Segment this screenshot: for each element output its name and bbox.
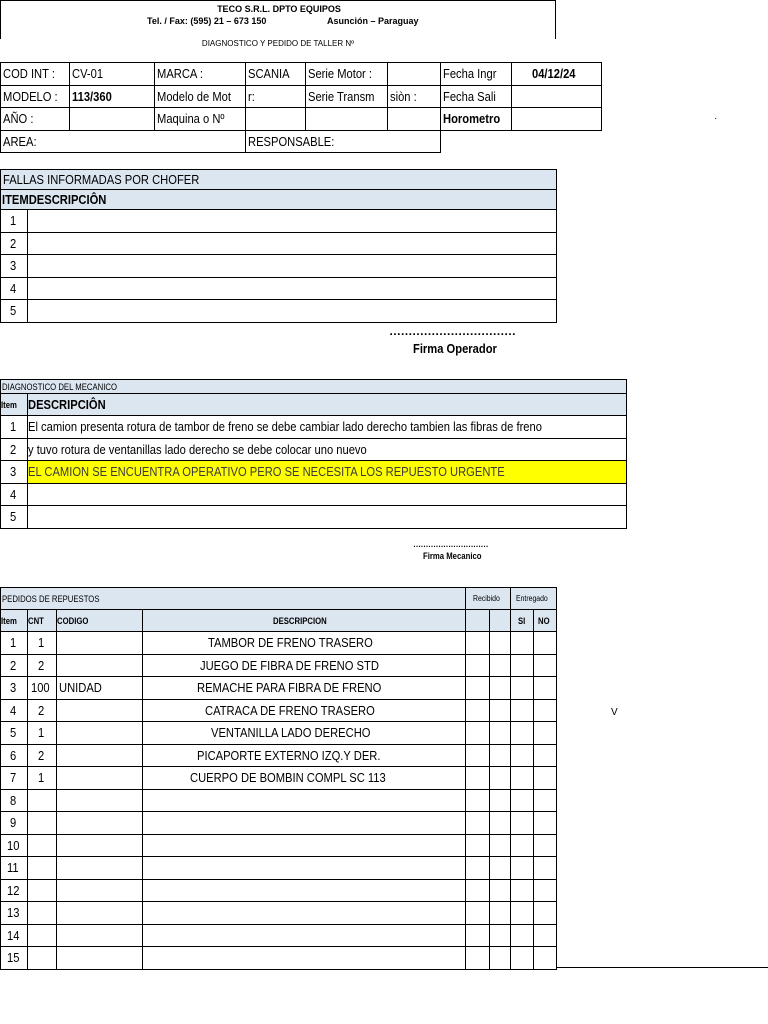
pedidos-desc [143,924,466,947]
pedidos-recibido-b [490,699,511,722]
diagnostico-item: 5 [1,506,28,529]
fecha-ingreso-value: 04/12/24 [512,63,602,86]
diagnostico-col-desc: DESCRIPCIÔN [28,394,627,416]
pedidos-recibido-a [466,924,490,947]
pedidos-col-no: NO [534,610,557,632]
fecha-ingreso-label: Fecha Ingr [440,63,511,86]
pedidos-recibido-a [466,789,490,812]
pedidos-recibido-a [466,699,490,722]
anio-label: AÑO : [1,108,70,131]
modelo-label: MODELO : [1,85,70,108]
fallas-desc [28,210,557,233]
pedidos-no [534,789,557,812]
pedidos-codigo [57,924,143,947]
diagnostico-table [0,379,627,529]
pedidos-codigo [57,857,143,880]
pedidos-codigo [57,699,143,722]
fallas-item: 5 [1,300,28,323]
company-name: TECO S.R.L. DPTO EQUIPOS [217,4,341,14]
pedidos-item: 3 [1,677,28,700]
info-row-1 [1,63,602,86]
pedidos-cnt: 2 [28,699,57,722]
fallas-item: 4 [1,277,28,300]
pedidos-row [1,654,557,677]
pedidos-no [534,767,557,790]
pedidos-recibido-a [466,654,490,677]
pedidos-col-recibido-b [490,610,511,632]
pedidos-desc [143,812,466,835]
pedidos-codigo: UNIDAD [57,677,143,700]
firma-operador-label: Firma Operador [413,341,497,356]
pedidos-recibido-b [490,834,511,857]
pedidos-item: 13 [1,902,28,925]
info-row-2 [1,85,602,108]
pedidos-si [511,632,534,655]
pedidos-row [1,857,557,880]
fallas-row [1,277,557,300]
diagnostico-row [1,416,627,439]
pedidos-desc: CUERPO DE BOMBIN COMPL SC 113 [143,767,466,790]
pedidos-recibido-b [490,947,511,970]
pedidos-si [511,744,534,767]
diagnostico-desc: EL CAMION SE ENCUENTRA OPERATIVO PERO SE NECESITA LOS REPUESTO URGENTE [28,461,627,484]
pedidos-cnt [28,857,57,880]
horometro-label: Horometro [440,108,511,131]
diagnostico-header-row [1,394,627,416]
fallas-title: FALLAS INFORMADAS POR CHOFER [1,170,557,190]
pedidos-recibido-b [490,677,511,700]
maquina-value [245,108,305,131]
pedidos-si [511,857,534,880]
pedidos-cnt: 100 [28,677,57,700]
anio-value [69,108,154,131]
fallas-item: 2 [1,232,28,255]
pedidos-desc: TAMBOR DE FRENO TRASERO [143,632,466,655]
pedidos-cnt: 1 [28,632,57,655]
diagnostico-item: 4 [1,483,28,506]
pedidos-row [1,789,557,812]
pedidos-item: 8 [1,789,28,812]
serie-transmision-label: Serie Transm [305,85,387,108]
vehicle-info-table [0,62,602,153]
pedidos-item: 10 [1,834,28,857]
pedidos-recibido-b [490,632,511,655]
pedidos-recibido-b [490,857,511,880]
pedidos-no [534,947,557,970]
pedidos-no [534,744,557,767]
stray-mark-v: V [611,707,618,718]
pedidos-recibido-a [466,677,490,700]
pedidos-row [1,834,557,857]
pedidos-no [534,677,557,700]
recibido-header: Recibido [466,588,511,610]
pedidos-si [511,902,534,925]
cod-int-label: COD INT : [1,63,70,86]
pedidos-cnt: 1 [28,722,57,745]
fecha-salida-label: Fecha Sali [440,85,511,108]
pedidos-codigo [57,654,143,677]
fallas-table [0,169,557,323]
pedidos-cnt: 2 [28,744,57,767]
diagnostico-row [1,461,627,484]
pedidos-row [1,744,557,767]
pedidos-recibido-a [466,722,490,745]
pedidos-row [1,632,557,655]
pedidos-item: 14 [1,924,28,947]
pedidos-cnt [28,902,57,925]
pedidos-no [534,632,557,655]
pedidos-no [534,834,557,857]
diagnostico-desc: El camion presenta rotura de tambor de freno se debe cambiar lado derecho tambien las fibras de freno [28,416,627,439]
pedidos-desc [143,879,466,902]
marca-value: SCANIA [245,63,305,86]
firma-operador-line: …………………………… [389,324,516,338]
pedidos-row [1,924,557,947]
pedidos-recibido-a [466,632,490,655]
serie-motor-label: Serie Motor : [305,63,387,86]
pedidos-recibido-b [490,812,511,835]
fallas-header: ITEMDESCRIPCIÔN [1,190,557,210]
diagnostico-col-item: Item [1,394,28,416]
pedidos-cnt [28,812,57,835]
pedidos-desc: JUEGO DE FIBRA DE FRENO STD [143,654,466,677]
pedidos-title: PEDIDOS DE REPUESTOS [1,588,466,610]
fallas-desc [28,277,557,300]
pedidos-cnt [28,834,57,857]
marca-label: MARCA : [154,63,245,86]
pedidos-desc [143,947,466,970]
pedidos-no [534,654,557,677]
diagnostico-desc [28,483,627,506]
pedidos-col-desc: DESCRIPCION [143,610,466,632]
pedidos-codigo [57,902,143,925]
fallas-item: 1 [1,210,28,233]
pedidos-desc: REMACHE PARA FIBRA DE FRENO [143,677,466,700]
fallas-row [1,300,557,323]
pedidos-row [1,677,557,700]
pedidos-desc: VENTANILLA LADO DERECHO [143,722,466,745]
pedidos-recibido-a [466,744,490,767]
horometro-value [512,108,602,131]
pedidos-row [1,722,557,745]
pedidos-recibido-b [490,902,511,925]
pedidos-si [511,834,534,857]
bottom-rule [556,967,768,968]
pedidos-item: 1 [1,632,28,655]
diagnostico-desc [28,506,627,529]
pedidos-recibido-a [466,767,490,790]
pedidos-col-recibido-a [466,610,490,632]
pedidos-si [511,924,534,947]
fallas-desc [28,255,557,278]
maquina-extra [305,108,387,131]
diagnostico-row [1,506,627,529]
pedidos-row [1,699,557,722]
pedidos-cnt [28,947,57,970]
pedidos-no [534,857,557,880]
pedidos-recibido-a [466,902,490,925]
diagnostico-row [1,438,627,461]
document-header [0,0,556,44]
pedidos-codigo [57,812,143,835]
pedidos-item: 15 [1,947,28,970]
pedidos-si [511,879,534,902]
fallas-desc [28,300,557,323]
maquina-label: Maquina o Nº [154,108,245,131]
pedidos-desc: CATRACA DE FRENO TRASERO [143,699,466,722]
pedidos-table [0,587,557,970]
pedidos-recibido-b [490,879,511,902]
pedidos-item: 6 [1,744,28,767]
cod-int-value: CV-01 [69,63,154,86]
fallas-row [1,255,557,278]
company-city: Asunción – Paraguay [327,16,419,26]
pedidos-cnt: 1 [28,767,57,790]
pedidos-recibido-a [466,947,490,970]
info-row-3 [1,108,602,131]
pedidos-row [1,879,557,902]
pedidos-si [511,767,534,790]
info-row-4 [1,130,602,153]
fallas-row [1,232,557,255]
pedidos-cnt [28,879,57,902]
entregado-header: Entregado [511,588,557,610]
pedidos-codigo [57,722,143,745]
diagnostico-item: 2 [1,438,28,461]
pedidos-recibido-a [466,857,490,880]
pedidos-no [534,812,557,835]
pedidos-codigo [57,632,143,655]
pedidos-recibido-a [466,812,490,835]
pedidos-desc: PICAPORTE EXTERNO IZQ.Y DER. [143,744,466,767]
pedidos-si [511,722,534,745]
pedidos-si [511,699,534,722]
pedidos-item: 9 [1,812,28,835]
company-phone: Tel. / Fax: (595) 21 – 673 150 [147,16,267,26]
fecha-salida-value [512,85,602,108]
pedidos-no [534,722,557,745]
pedidos-desc [143,902,466,925]
pedidos-item: 7 [1,767,28,790]
pedidos-cnt [28,924,57,947]
pedidos-codigo [57,767,143,790]
pedidos-si [511,812,534,835]
pedidos-no [534,924,557,947]
fallas-row [1,210,557,233]
pedidos-recibido-a [466,879,490,902]
pedidos-item: 12 [1,879,28,902]
diagnostico-title: DIAGNOSTICO DEL MECANICO [1,380,627,394]
modelo-motor-value: r: [245,85,305,108]
pedidos-codigo [57,834,143,857]
pedidos-recibido-b [490,924,511,947]
fallas-item: 3 [1,255,28,278]
pedidos-codigo [57,879,143,902]
firma-mecanico-line: ………………………… [413,540,488,549]
blank-cell [387,108,440,131]
pedidos-header-row [1,610,557,632]
pedidos-desc [143,857,466,880]
diagnostico-item: 1 [1,416,28,439]
diagnostico-title-row [1,380,627,394]
pedidos-si [511,947,534,970]
stray-mark-dot: · [714,113,718,124]
pedidos-no [534,902,557,925]
pedidos-row [1,812,557,835]
pedidos-recibido-b [490,722,511,745]
document-subtitle [0,39,556,48]
pedidos-item: 2 [1,654,28,677]
pedidos-col-codigo: CODIGO [57,610,143,632]
pedidos-row [1,947,557,970]
pedidos-codigo [57,789,143,812]
pedidos-col-si: SI [511,610,534,632]
modelo-motor-label: Modelo de Mot [154,85,245,108]
pedidos-no [534,699,557,722]
pedidos-cnt [28,789,57,812]
responsable-label: RESPONSABLE: [245,130,440,153]
pedidos-recibido-a [466,834,490,857]
pedidos-desc [143,834,466,857]
pedidos-recibido-b [490,654,511,677]
diagnostico-desc: y tuvo rotura de ventanillas lado derecho se debe colocar uno nuevo [28,438,627,461]
document-subtitle-text: DIAGNOSTICO Y PEDIDO DE TALLER Nº [201,39,355,48]
firma-mecanico-label: Firma Mecanico [423,551,482,561]
fallas-title-row [1,170,557,190]
fallas-header-row [1,190,557,210]
pedidos-si [511,677,534,700]
pedidos-row [1,767,557,790]
diagnostico-row [1,483,627,506]
serie-transmision-value: siòn : [387,85,440,108]
pedidos-desc [143,789,466,812]
pedidos-item: 11 [1,857,28,880]
serie-motor-value [387,63,440,86]
pedidos-col-cnt: CNT [28,610,57,632]
fallas-desc [28,232,557,255]
pedidos-item: 5 [1,722,28,745]
pedidos-codigo [57,947,143,970]
pedidos-codigo [57,744,143,767]
pedidos-recibido-b [490,767,511,790]
area-label: AREA: [1,130,246,153]
pedidos-item: 4 [1,699,28,722]
pedidos-row [1,902,557,925]
pedidos-recibido-b [490,789,511,812]
modelo-value: 113/360 [69,85,154,108]
diagnostico-item: 3 [1,461,28,484]
pedidos-si [511,789,534,812]
pedidos-si [511,654,534,677]
pedidos-col-item: Item [1,610,28,632]
pedidos-cnt: 2 [28,654,57,677]
pedidos-title-row [1,588,557,610]
pedidos-recibido-b [490,744,511,767]
pedidos-no [534,879,557,902]
